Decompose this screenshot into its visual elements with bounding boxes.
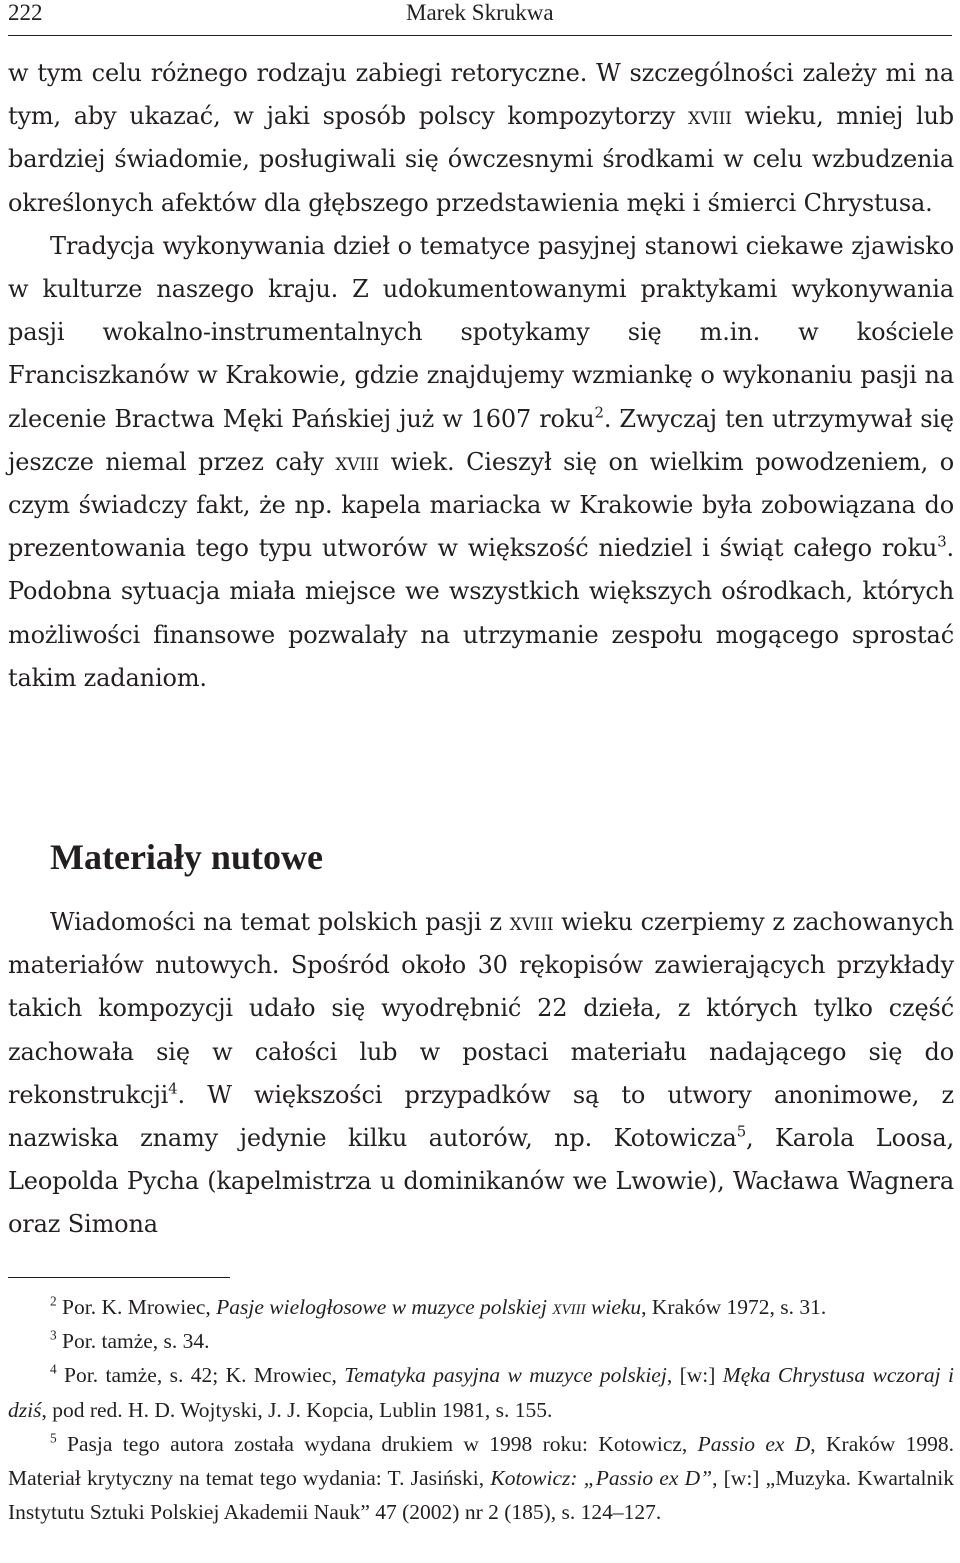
footnotes	[8, 1290, 954, 1529]
footnote-ref-2: 2	[594, 402, 604, 421]
footnote-4: $^4$ Por. tamże, s. 42; K. Mrowiec, Tematyka pasyjna w muzyce polskiej, [w:] Męka Chrystusa wczoraj i dziś, pod red. H. D. Wojtyski, J. J. Kopcia, Lublin 1981, s. 155.	[8, 1361, 954, 1422]
section-heading: Materiały nutowe	[50, 837, 323, 877]
paragraph-tradition: Tradycja wykonywania dzieł o tematyce pasyjnej stanowi ciekawe zjawisko w kulturze naszego kraju. Z udokumentowanymi praktykami wykonywania pasji wokalno-instrumentalnych spotykamy się m.in. w kościele Franciszkanów w Krakowie, gdzie znajdujemy wzmiankę o wykonaniu pasji na zlecenie Bractwa Męki Pańskiej już w 1607 roku$^2$. Zwyczaj ten utrzymywał się jeszcze niemal przez cały xviii wiek. Cieszył się on wielkim powodzeniem, o czym świadczy fakt, że np. kapela mariacka w Krakowie była zobowiązana do prezentowania tego typu utworów w większość niedziel i świąt całego roku$^3$. Podobna sytuacja miała miejsce we wszystkich większych ośrodkach, których możliwości finansowe pozwalały na utrzymanie zespołu mogącego sprostać takim zadaniom.	[8, 231, 954, 692]
century-numeral: xviii	[687, 102, 732, 131]
footnote-5: $^5$ Pasja tego autora została wydana drukiem w 1998 roku: Kotowicz, Passio ex D, Kraków 1998. Materiał krytyczny na temat tego wydania: T. Jasiński, Kotowicz: „Passio ex D”, [w:] „Muzyka. Kwartalnik Instytutu Sztuki Polskiej Akademii Nauk” 47 (2002) nr 2 (185), s. 124–127.	[8, 1430, 954, 1525]
century-numeral: xviii	[335, 447, 380, 476]
footnote-2: $^2$ Por. K. Mrowiec, Pasje wielogłosowe w muzyce polskiej xviii wieku, Kraków 1972, s. 31.	[50, 1293, 827, 1319]
body-text-top	[8, 52, 954, 700]
paragraph-continued: w tym celu różnego rodzaju zabiegi retoryczne. W szczególności zależy mi na tym, aby ukazać, w jaki sposób polscy kompozytorzy xviii wieku, mniej lub bardziej świadomie, posługiwali się ówczesnymi środkami w celu wzbudzenia określonych afektów dla głębszego przedstawienia męki i śmierci Chrystusa.	[8, 59, 954, 217]
footnote-ref-4: 4	[168, 1079, 178, 1098]
footnote-ref-5: 5	[736, 1122, 747, 1141]
footnote-ref-3: 3	[937, 532, 947, 551]
page-number: 222	[8, 0, 43, 25]
header-rule	[8, 35, 952, 36]
footnote-3: $^3$ Por. tamże, s. 34.	[50, 1327, 210, 1354]
running-header	[8, 0, 952, 28]
running-author: Marek Skrukwa	[406, 0, 554, 25]
century-numeral: xviii	[509, 908, 554, 936]
footnote-rule	[8, 1277, 230, 1278]
paragraph-sources: Wiadomości na temat polskich pasji z xviii wieku czerpiemy z zachowanych materiałów nutowych. Spośród około 30 rękopisów zawierających przykłady takich kompozycji udało się wyodrębnić 22 dzieła, z których tylko część zachowała się w całości lub w postaci materiału nadającego się do rekonstrukcji$^4$. W większości przypadków są to utwory anonimowe, z nazwiska znamy jedynie kilku autorów, np. Kotowicza$^5$, Karola Loosa, Leopolda Pycha (kapelmistrza u dominikanów we Lwowie), Wacława Wagnera oraz Simona	[8, 908, 954, 1239]
body-text-section	[8, 901, 954, 1247]
